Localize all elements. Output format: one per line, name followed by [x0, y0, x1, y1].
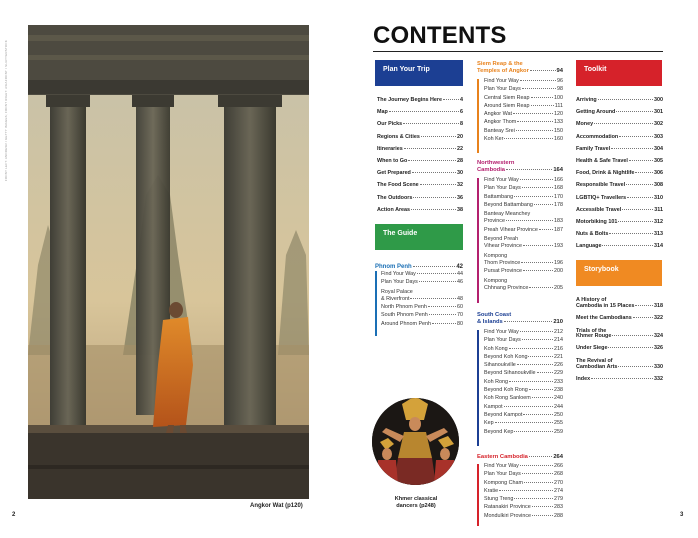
toc-entry[interactable]: Kompong Cham 270: [484, 479, 563, 486]
south-coast-section: [477, 312, 563, 329]
section-heading[interactable]: & Islands 210: [477, 319, 563, 325]
toc-entry[interactable]: Our Picks 8: [377, 121, 463, 128]
toc-entry[interactable]: Get Prepared 30: [377, 170, 463, 177]
toc-entry[interactable]: Ratanakiri Province 283: [484, 504, 563, 511]
toc-entry[interactable]: Kampot 244: [484, 403, 563, 410]
section-heading-line: South Coast: [477, 312, 512, 318]
toc-entry-line: Royal Palace: [381, 288, 413, 295]
page-number-right: 3: [680, 512, 684, 518]
siem-reap-list: [478, 79, 563, 145]
toc-entry[interactable]: Pursat Province 200: [484, 268, 563, 275]
toc-entry[interactable]: Cambodia in 15 Places 318: [576, 302, 663, 309]
dancers-illustration: [372, 398, 459, 485]
toc-entry-line: Beyond Preah: [484, 236, 519, 243]
storybook-list: [576, 297, 663, 389]
toc-entry[interactable]: Getting Around 301: [576, 109, 663, 116]
toc-entry[interactable]: Banteay Srei 150: [484, 127, 563, 134]
phnom-penh-section: [375, 264, 463, 270]
toc-entry[interactable]: Around Phnom Penh 80: [381, 320, 463, 327]
toc-entry[interactable]: Nuts & Bolts 313: [576, 231, 663, 238]
toolkit-header: Toolkit: [576, 60, 662, 86]
toc-entry[interactable]: Beyond Koh Rong 238: [484, 387, 563, 394]
toc-entry[interactable]: Province 183: [484, 218, 563, 225]
toc-entry[interactable]: Angkor Thom 133: [484, 119, 563, 126]
toc-entry[interactable]: Itineraries 22: [377, 145, 463, 152]
toc-entry[interactable]: Beyond Kep 259: [484, 428, 563, 435]
toc-entry[interactable]: Kratie 274: [484, 487, 563, 494]
toc-entry[interactable]: Language 314: [576, 243, 663, 250]
toc-entry[interactable]: Find Your Way 212: [484, 329, 563, 335]
toc-entry[interactable]: The Journey Begins Here 4: [377, 97, 463, 103]
toc-entry[interactable]: Beyond Kampot 250: [484, 411, 563, 418]
toc-entry[interactable]: Stung Treng 279: [484, 496, 563, 503]
angkor-wat-illustration: [28, 25, 309, 499]
section-heading[interactable]: Cambodia 164: [477, 167, 563, 173]
toc-entry[interactable]: Vihear Province 193: [484, 243, 563, 250]
toc-entry[interactable]: Sihanoukville 226: [484, 362, 563, 369]
toc-entry[interactable]: Beyond Battambang 178: [484, 201, 563, 208]
toc-entry[interactable]: Health & Safe Travel 305: [576, 157, 663, 164]
toc-entry-line: A History of: [576, 297, 607, 303]
toc-entry[interactable]: Kep 255: [484, 420, 563, 427]
south-coast-list: [478, 330, 563, 438]
toc-entry[interactable]: Responsible Travel 308: [576, 182, 663, 189]
toc-entry-line: Trials of the: [576, 327, 607, 334]
section-heading[interactable]: Temples of Angkor 94: [477, 68, 563, 74]
toc-entry[interactable]: Battambang 170: [484, 193, 563, 200]
toc-entry[interactable]: Accommodation 303: [576, 133, 663, 140]
northwestern-section: [477, 160, 563, 177]
toc-entry[interactable]: Angkor Wat 120: [484, 111, 563, 118]
toc-entry[interactable]: Plan Your Days 46: [381, 279, 463, 286]
eastern-list: [478, 464, 563, 522]
plan-your-trip-header: Plan Your Trip: [375, 60, 463, 86]
toc-entry[interactable]: North Phnom Penh 60: [381, 304, 463, 311]
toc-entry[interactable]: Map 6: [377, 109, 463, 116]
toc-entry[interactable]: Under Siege 326: [576, 345, 663, 352]
toc-entry-line: Banteay Meanchey: [484, 211, 531, 218]
toc-entry[interactable]: Cambodian Arts 330: [576, 363, 663, 370]
toc-entry[interactable]: Central Siem Reap 100: [484, 94, 563, 101]
toc-entry[interactable]: Money 302: [576, 121, 663, 128]
toc-entry[interactable]: Arriving 300: [576, 97, 663, 103]
toc-entry-line: Kompong: [484, 252, 508, 259]
page-number-left: 2: [12, 512, 16, 518]
toc-entry[interactable]: Plan Your Days 168: [484, 185, 563, 192]
toc-entry[interactable]: Family Travel 304: [576, 145, 663, 152]
toc-entry[interactable]: Koh Rong Sanloem 240: [484, 395, 563, 402]
toc-entry[interactable]: Koh Ker 160: [484, 136, 563, 143]
title-divider: [373, 51, 663, 52]
toc-entry[interactable]: Accessible Travel 311: [576, 206, 663, 213]
toc-entry[interactable]: LGBTIQ+ Travellers 310: [576, 194, 663, 201]
section-heading-line: Siem Reap & the: [477, 61, 523, 67]
toc-entry[interactable]: The Food Scene 32: [377, 182, 463, 189]
northwestern-list: [478, 178, 563, 294]
toc-entry[interactable]: Food, Drink & Nightlife 306: [576, 170, 663, 177]
page-title: CONTENTS: [373, 22, 507, 49]
photo-caption: Angkor Wat (p120): [250, 503, 303, 509]
toolkit-list: [576, 98, 663, 256]
dancers-caption: Khmer classical dancers (p248): [394, 496, 438, 509]
photo-credit: FRONT LEFT: ANDRESR / GETTY IMAGES; FRONT RIGHT: ASIAFRONT / SHUTTERSTOCK: [4, 40, 8, 182]
section-heading-line: Northwestern: [477, 160, 515, 166]
toc-entry[interactable]: Plan Your Days 98: [484, 86, 563, 93]
phnom-penh-list: [375, 272, 463, 330]
siem-reap-section: [477, 61, 563, 78]
toc-entry[interactable]: Plan Your Days 268: [484, 471, 563, 478]
toc-entry[interactable]: Find Your Way 266: [484, 463, 563, 469]
toc-entry[interactable]: Find Your Way 44: [381, 271, 463, 277]
section-heading[interactable]: Eastern Cambodia 264: [477, 454, 563, 460]
toc-entry[interactable]: Mondulkiri Province 288: [484, 512, 563, 519]
toc-entry[interactable]: Beyond Koh Kong 221: [484, 353, 563, 360]
toc-entry[interactable]: & Riverfront 48: [381, 295, 463, 302]
toc-entry[interactable]: Regions & Cities 20: [377, 133, 463, 140]
toc-entry[interactable]: Action Areas 38: [377, 206, 463, 213]
toc-entry[interactable]: Motorbiking 101 312: [576, 218, 663, 225]
toc-entry[interactable]: Beyond Sihanoukville 229: [484, 370, 563, 377]
section-heading[interactable]: Phnom Penh 42: [375, 264, 463, 270]
storybook-header: Storybook: [576, 260, 662, 286]
toc-entry[interactable]: Thom Province 196: [484, 259, 563, 266]
toc-entry[interactable]: Preah Vihear Province 187: [484, 226, 563, 233]
toc-entry[interactable]: When to Go 28: [377, 157, 463, 164]
toc-entry[interactable]: Koh Kong 216: [484, 345, 563, 352]
toc-entry[interactable]: Chhnang Province 205: [484, 284, 563, 291]
toc-entry[interactable]: Find Your Way 166: [484, 177, 563, 183]
toc-entry[interactable]: Find Your Way 96: [484, 78, 563, 84]
the-guide-header: The Guide: [375, 224, 463, 250]
toc-entry[interactable]: Khmer Rouge 324: [576, 333, 663, 340]
toc-entry[interactable]: Plan Your Days 214: [484, 337, 563, 344]
toc-entry[interactable]: The Outdoors 36: [377, 194, 463, 201]
toc-entry-line: Kompong: [484, 277, 508, 284]
toc-entry[interactable]: Around Siem Reap 111: [484, 102, 563, 109]
toc-entry[interactable]: Index 332: [576, 375, 663, 382]
khmer-dancers-photo: [372, 398, 459, 485]
toc-entry-line: The Revival of: [576, 358, 613, 365]
angkor-wat-photo: [28, 25, 309, 499]
toc-entry[interactable]: Meet the Cambodians 322: [576, 314, 663, 321]
toc-entry[interactable]: South Phnom Penh 70: [381, 312, 463, 319]
plan-your-trip-list: [377, 98, 463, 220]
toc-entry[interactable]: Koh Rong 233: [484, 378, 563, 385]
